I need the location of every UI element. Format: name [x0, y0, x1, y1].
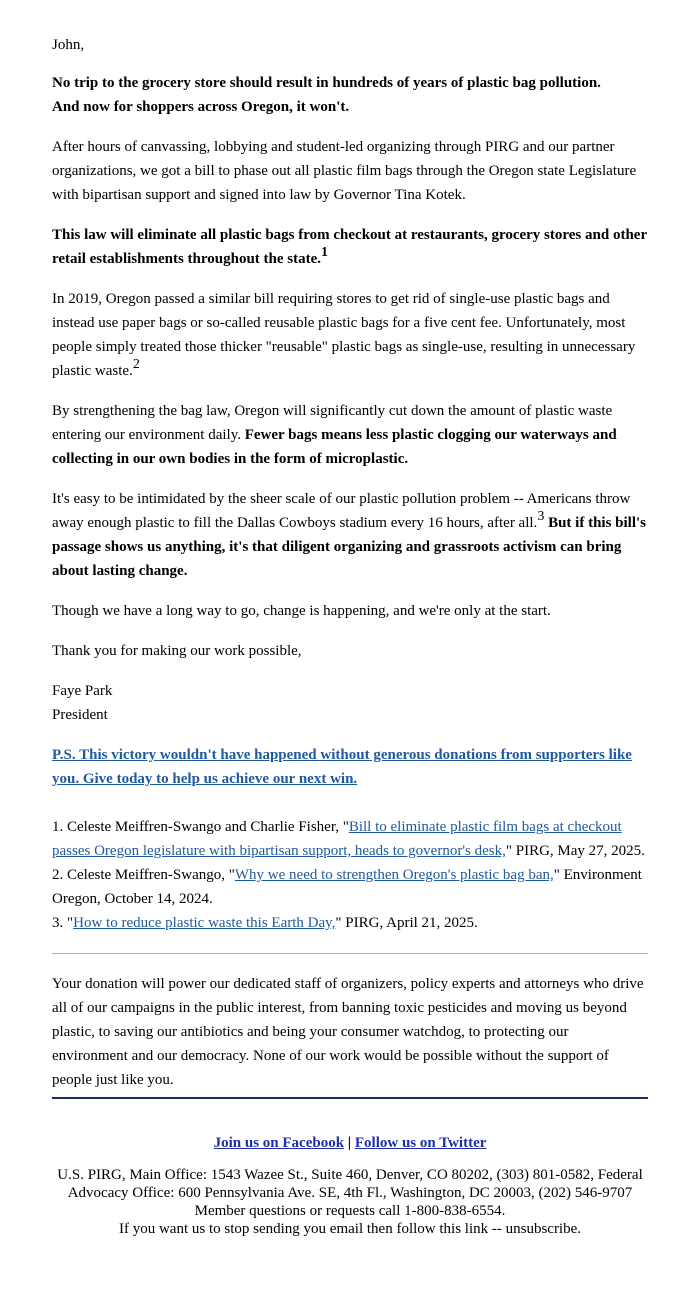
paragraph-bill-passed: After hours of canvassing, lobbying and student-led organizing through PIRG and our partner organizations, we got a bill to phase out all plastic film bags through the Oregon state Legislature with bipartisan support and signed into law by Governor Tina Kotek.: [52, 139, 637, 203]
intro-line-1: No trip to the grocery store should result in hundreds of years of plastic bag pollution.: [52, 75, 601, 91]
social-links: [0, 1133, 700, 1153]
law-effect-text: This law will eliminate all plastic bags from checkout at restaurants, grocery stores and other retail establishments throughout the state.: [52, 227, 647, 267]
citations-list: [52, 815, 648, 935]
signer-name: Faye Park: [52, 683, 113, 699]
citation-link-1[interactable]: Bill to eliminate plastic film bags at checkout passes Oregon legislature with bipartisan support, heads to governor's desk,: [52, 819, 622, 859]
footnote-ref-3: 3: [537, 509, 545, 524]
divider-gray: [52, 953, 648, 954]
intro-headline: [52, 71, 648, 119]
history-text: In 2019, Oregon passed a similar bill requiring stores to get rid of single-use plastic bags and instead use paper bags or so-called reusable plastic bags for a five cent fee. Unfortunately, most people simply treated those thicker "reusable" plastic bags as single-use, resulting in unnecessary plastic waste.: [52, 291, 636, 379]
footnote-ref-1: 1: [321, 245, 329, 260]
paragraph-strengthening: [52, 399, 648, 471]
footnote-ref-2: 2: [132, 357, 140, 372]
paragraph-2019-history: [52, 287, 648, 383]
ps-paragraph: [52, 743, 648, 791]
scale-text: It's easy to be intimidated by the sheer scale of our plastic pollution problem -- Americans throw away enough plastic to fill the Dallas Cowboys stadium every 16 hours, after all.: [52, 491, 631, 531]
signer-title: President: [52, 707, 108, 723]
ps-donate-link[interactable]: P.S. This victory wouldn't have happened without generous donations from supporters like you. Give today to help us achieve our next win.: [52, 747, 632, 787]
paragraph-law-effect: [52, 223, 648, 271]
citation-link-2[interactable]: Why we need to strengthen Oregon's plastic bag ban,: [234, 867, 554, 883]
footer: [0, 1099, 700, 1238]
citation-item: 1. Celeste Meiffren-Swango and Charlie Fisher, "Bill to eliminate plastic film bags at checkout passes Oregon legislature with bipartisan support, heads to governor's desk," PIRG, May 27, 2025.: [52, 819, 645, 859]
paragraph-scale: [52, 487, 648, 583]
member-line: Member questions or requests call 1-800-838-6554.: [194, 1203, 506, 1219]
scale-bold: But if this bill's passage shows us anything, it's that diligent organizing and grassroots activism can bring about lasting change.: [52, 515, 647, 579]
donation-appeal: Your donation will power our dedicated staff of organizers, policy experts and attorneys who drive all of our campaigns in the public interest, from banning toxic pesticides and moving us beyond plastic, to saving our antibiotics and being your consumer watchdog, to protecting our environment and our democracy. None of our work would be possible without the support of people just like you.: [52, 976, 644, 1088]
footer-address: U.S. PIRG, Main Office: 1543 Wazee St., Suite 460, Denver, CO 80202, (303) 801-0582, Federal Advocacy Office: 600 Pennsylvania Ave. SE, 4th Fl., Washington, DC 20003, (202) 546-9707: [57, 1167, 643, 1201]
intro-line-2: And now for shoppers across Oregon, it won't.: [52, 99, 350, 115]
greeting: John,: [52, 37, 85, 53]
citation-item: 2. Celeste Meiffren-Swango, "Why we need to strengthen Oregon's plastic bag ban," Environment Oregon, October 14, 2024.: [52, 867, 642, 907]
citation-item: 3. "How to reduce plastic waste this Earth Day," PIRG, April 21, 2025.: [52, 915, 478, 931]
signature: [52, 679, 648, 727]
social-separator: |: [347, 1135, 352, 1151]
facebook-link[interactable]: Join us on Facebook: [213, 1135, 345, 1151]
twitter-link[interactable]: Follow us on Twitter: [354, 1135, 487, 1151]
unsubscribe-line: If you want us to stop sending you email then follow this link -- unsubscribe.: [118, 1221, 582, 1237]
thanks-line: Thank you for making our work possible,: [52, 643, 302, 659]
citation-link-3[interactable]: How to reduce plastic waste this Earth Day,: [73, 915, 336, 931]
strengthening-text: By strengthening the bag law, Oregon will significantly cut down the amount of plastic waste entering our environment daily.: [52, 403, 613, 443]
strengthening-bold: Fewer bags means less plastic clogging our waterways and collecting in our own bodies in the form of microplastic.: [52, 427, 617, 467]
paragraph-long-way: Though we have a long way to go, change is happening, and we're only at the start.: [52, 603, 551, 619]
